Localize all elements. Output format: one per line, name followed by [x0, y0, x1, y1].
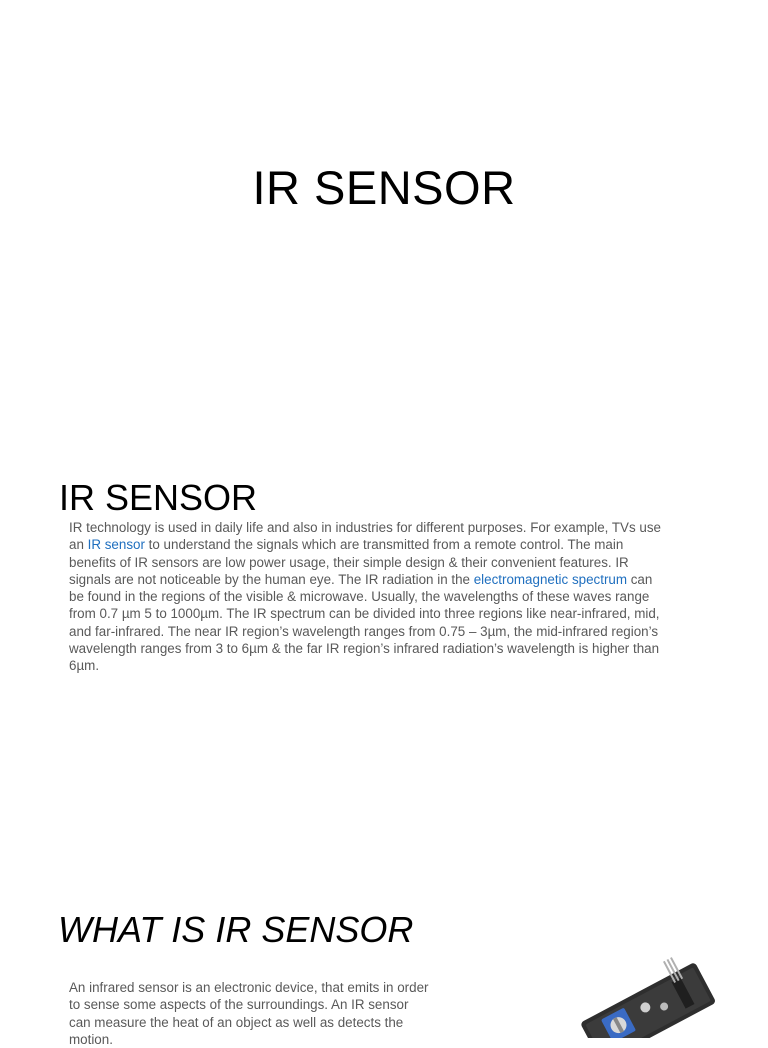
slide-title: IR SENSOR: [252, 161, 516, 214]
what-is-ir-sensor-paragraph: An infrared sensor is an electronic device, that emits in order to sense some aspects of the surroundings. An IR sensor can measure the heat of an object as well as detects the motion.: [69, 980, 429, 1047]
ir-sensor-paragraph: [69, 519, 669, 675]
section-heading-ir-sensor: IR SENSOR: [59, 477, 258, 518]
paragraph-text: IR technology is used in daily life and also in industries for different purposes. For example, TVs use an: [69, 520, 661, 553]
electromagnetic-spectrum-link[interactable]: electromagnetic spectrum: [473, 571, 628, 587]
ir-sensor-module-icon: [560, 948, 720, 1038]
section-heading-what-is-ir-sensor: WHAT IS IR SENSOR: [58, 909, 414, 950]
paragraph-text: can be found in the regions of the visible & microwave. Usually, the wavelengths of these waves range from 0.7 µm 5 to 1000µm. The IR spectrum can be divided into three regions like near-infrared, mid, and far-infrared. The near IR region’s wavelength ranges from 0.75 – 3µm, the mid-infrared region’s wavelength ranges from 3 to 6µm & the far IR region’s infrared radiation’s wavelength is higher than 6µm.: [69, 571, 660, 674]
paragraph-text: to understand the signals which are transmitted from a remote control. The main benefits of IR sensors are low power usage, their simple design & their convenient features. IR signals are not noticeable by the human eye. The IR radiation in the: [69, 537, 629, 587]
ir-sensor-link[interactable]: IR sensor: [87, 537, 145, 553]
